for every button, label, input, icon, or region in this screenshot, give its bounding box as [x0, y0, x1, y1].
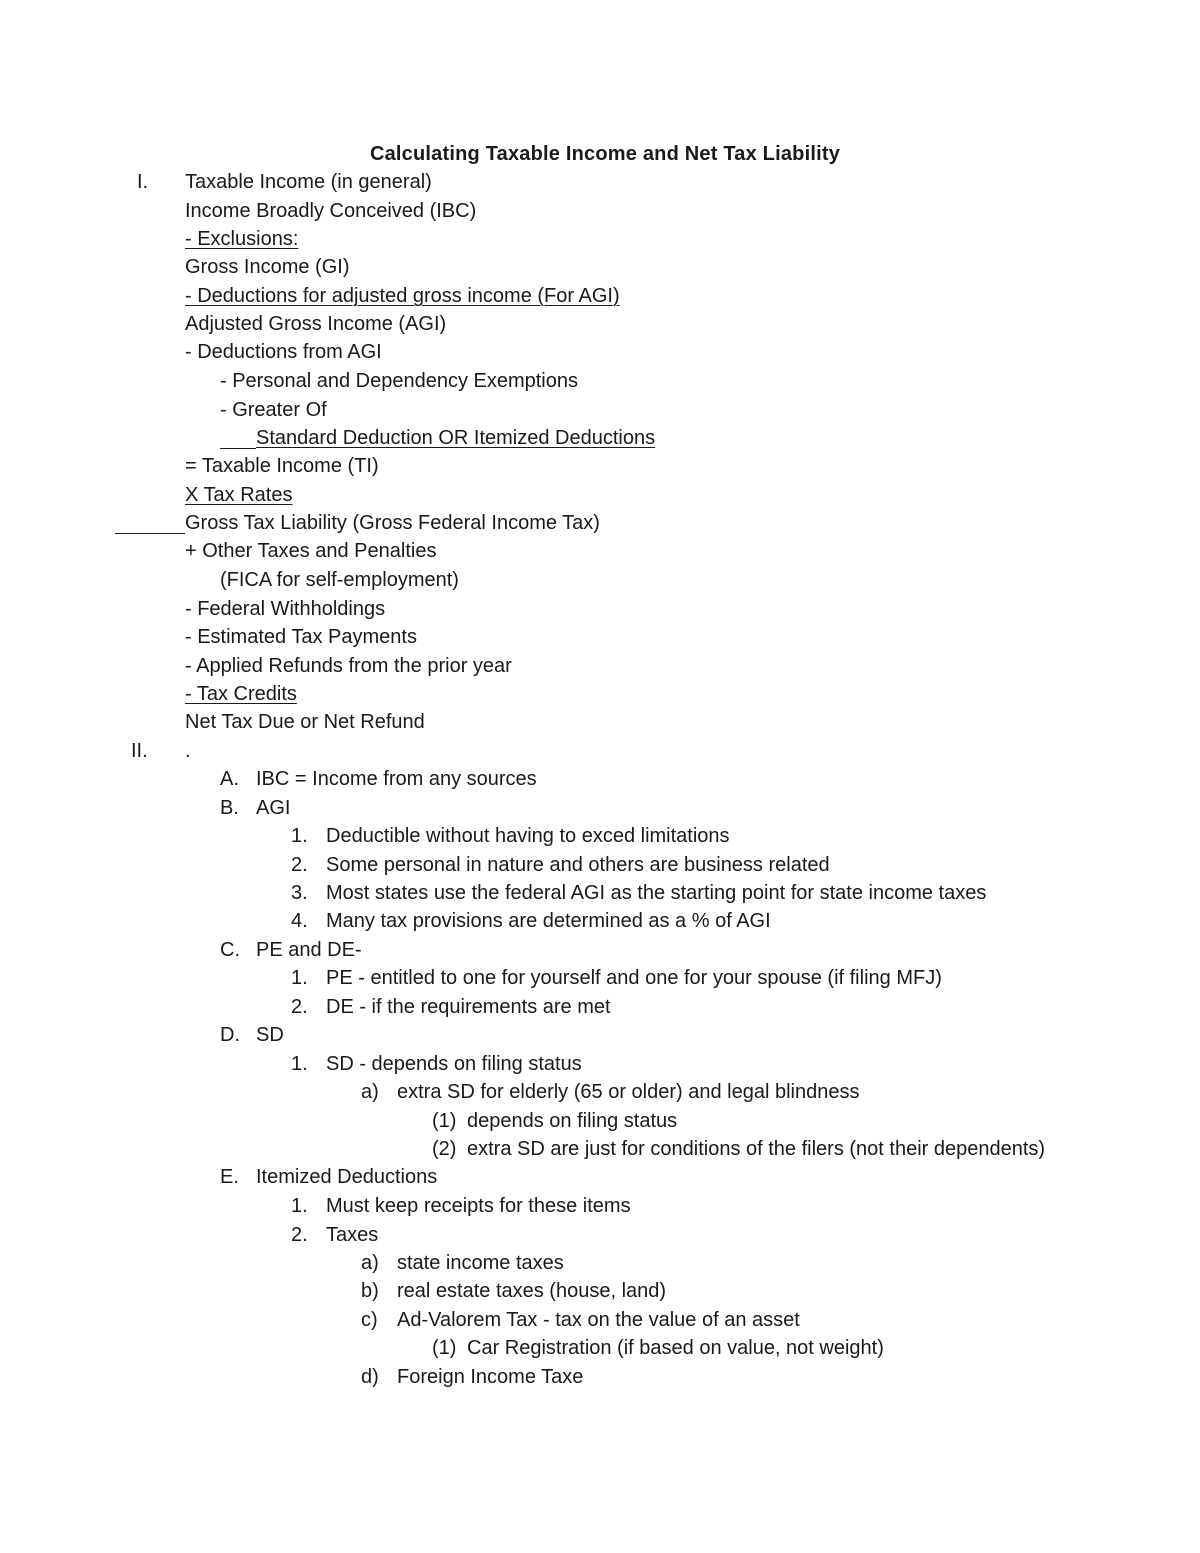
s1-line-tax-credits: - Tax Credits — [185, 683, 297, 705]
standard-deduction-underline-lead — [220, 448, 256, 449]
list-marker: D. — [220, 1024, 240, 1046]
s1-line-gross-tax-liability: Gross Tax Liability (Gross Federal Income Tax) — [185, 512, 600, 534]
s1-line-withholdings: - Federal Withholdings — [185, 598, 386, 620]
s1-line-greater-of: - Greater Of — [220, 399, 327, 421]
list-marker: 1. — [291, 825, 308, 847]
list-marker: a) — [361, 1252, 379, 1274]
s1-line-deductions-for-agi: - Deductions for adjusted gross income (For AGI) — [185, 285, 620, 307]
s1-line-other-taxes: + Other Taxes and Penalties — [185, 540, 437, 562]
list-marker: A. — [220, 768, 239, 790]
list-marker: a) — [361, 1081, 379, 1103]
list-marker: (1) — [432, 1337, 457, 1359]
section-1-numeral: I. — [137, 171, 149, 193]
list-item: Itemized Deductions — [256, 1166, 438, 1188]
document-title: Calculating Taxable Income and Net Tax Liability — [369, 143, 841, 165]
list-item: depends on filing status — [467, 1110, 678, 1132]
s1-line-gross-income: Gross Income (GI) — [185, 256, 350, 278]
s1-line-sd-or-itemized: Standard Deduction OR Itemized Deductions — [256, 427, 656, 449]
list-item: Some personal in nature and others are business related — [326, 854, 830, 876]
list-item: extra SD are just for conditions of the filers (not their dependents) — [467, 1138, 1046, 1160]
list-item: Must keep receipts for these items — [326, 1195, 631, 1217]
list-marker: (1) — [432, 1110, 457, 1132]
s1-line-deductions-from-agi: - Deductions from AGI — [185, 341, 382, 363]
list-marker: 2. — [291, 1224, 308, 1246]
list-item: Taxes — [326, 1224, 379, 1246]
list-marker: b) — [361, 1280, 379, 1302]
s1-line-net-tax-due: Net Tax Due or Net Refund — [185, 711, 425, 733]
list-item: SD - depends on filing status — [326, 1053, 582, 1075]
s1-line-ibc: Income Broadly Conceived (IBC) — [185, 200, 477, 222]
list-item: AGI — [256, 797, 291, 819]
s1-line-estimated-payments: - Estimated Tax Payments — [185, 626, 417, 648]
section-2-text: . — [185, 740, 191, 762]
list-marker: (2) — [432, 1138, 457, 1160]
list-marker: 2. — [291, 996, 308, 1018]
list-item: Car Registration (if based on value, not weight) — [467, 1337, 884, 1359]
list-item: extra SD for elderly (65 or older) and legal blindness — [397, 1081, 860, 1103]
s1-line-agi: Adjusted Gross Income (AGI) — [185, 313, 447, 335]
list-marker: C. — [220, 939, 240, 961]
list-marker: 1. — [291, 1195, 308, 1217]
list-item: Deductible without having to exced limitations — [326, 825, 730, 847]
list-item: SD — [256, 1024, 284, 1046]
list-marker: 1. — [291, 967, 308, 989]
s1-line-fica: (FICA for self-employment) — [220, 569, 459, 591]
list-marker: 1. — [291, 1053, 308, 1075]
list-item: Many tax provisions are determined as a % of AGI — [326, 910, 771, 932]
list-marker: c) — [361, 1309, 378, 1331]
s1-line-tax-rates: X Tax Rates — [185, 484, 293, 506]
list-item: state income taxes — [397, 1252, 564, 1274]
list-item: Foreign Income Taxe — [397, 1366, 584, 1388]
section-2-numeral: II. — [131, 740, 148, 762]
list-marker: E. — [220, 1166, 239, 1188]
list-item: DE - if the requirements are met — [326, 996, 611, 1018]
list-marker: 4. — [291, 910, 308, 932]
s1-line-exclusions: - Exclusions: — [185, 228, 299, 250]
list-marker: 3. — [291, 882, 308, 904]
list-marker: 2. — [291, 854, 308, 876]
s1-line-taxable-income-result: = Taxable Income (TI) — [185, 455, 379, 477]
list-item: IBC = Income from any sources — [256, 768, 537, 790]
list-item: real estate taxes (house, land) — [397, 1280, 667, 1302]
list-item: Ad-Valorem Tax - tax on the value of an asset — [397, 1309, 800, 1331]
gross-tax-liability-underline-lead — [115, 533, 185, 534]
list-marker: B. — [220, 797, 239, 819]
s1-line-exemptions: - Personal and Dependency Exemptions — [220, 370, 578, 392]
list-item: PE - entitled to one for yourself and one for your spouse (if filing MFJ) — [326, 967, 942, 989]
list-item: PE and DE- — [256, 939, 362, 961]
s1-line-taxable-income: Taxable Income (in general) — [185, 171, 432, 193]
list-item: Most states use the federal AGI as the starting point for state income taxes — [326, 882, 987, 904]
s1-line-applied-refunds: - Applied Refunds from the prior year — [185, 655, 512, 677]
list-marker: d) — [361, 1366, 379, 1388]
